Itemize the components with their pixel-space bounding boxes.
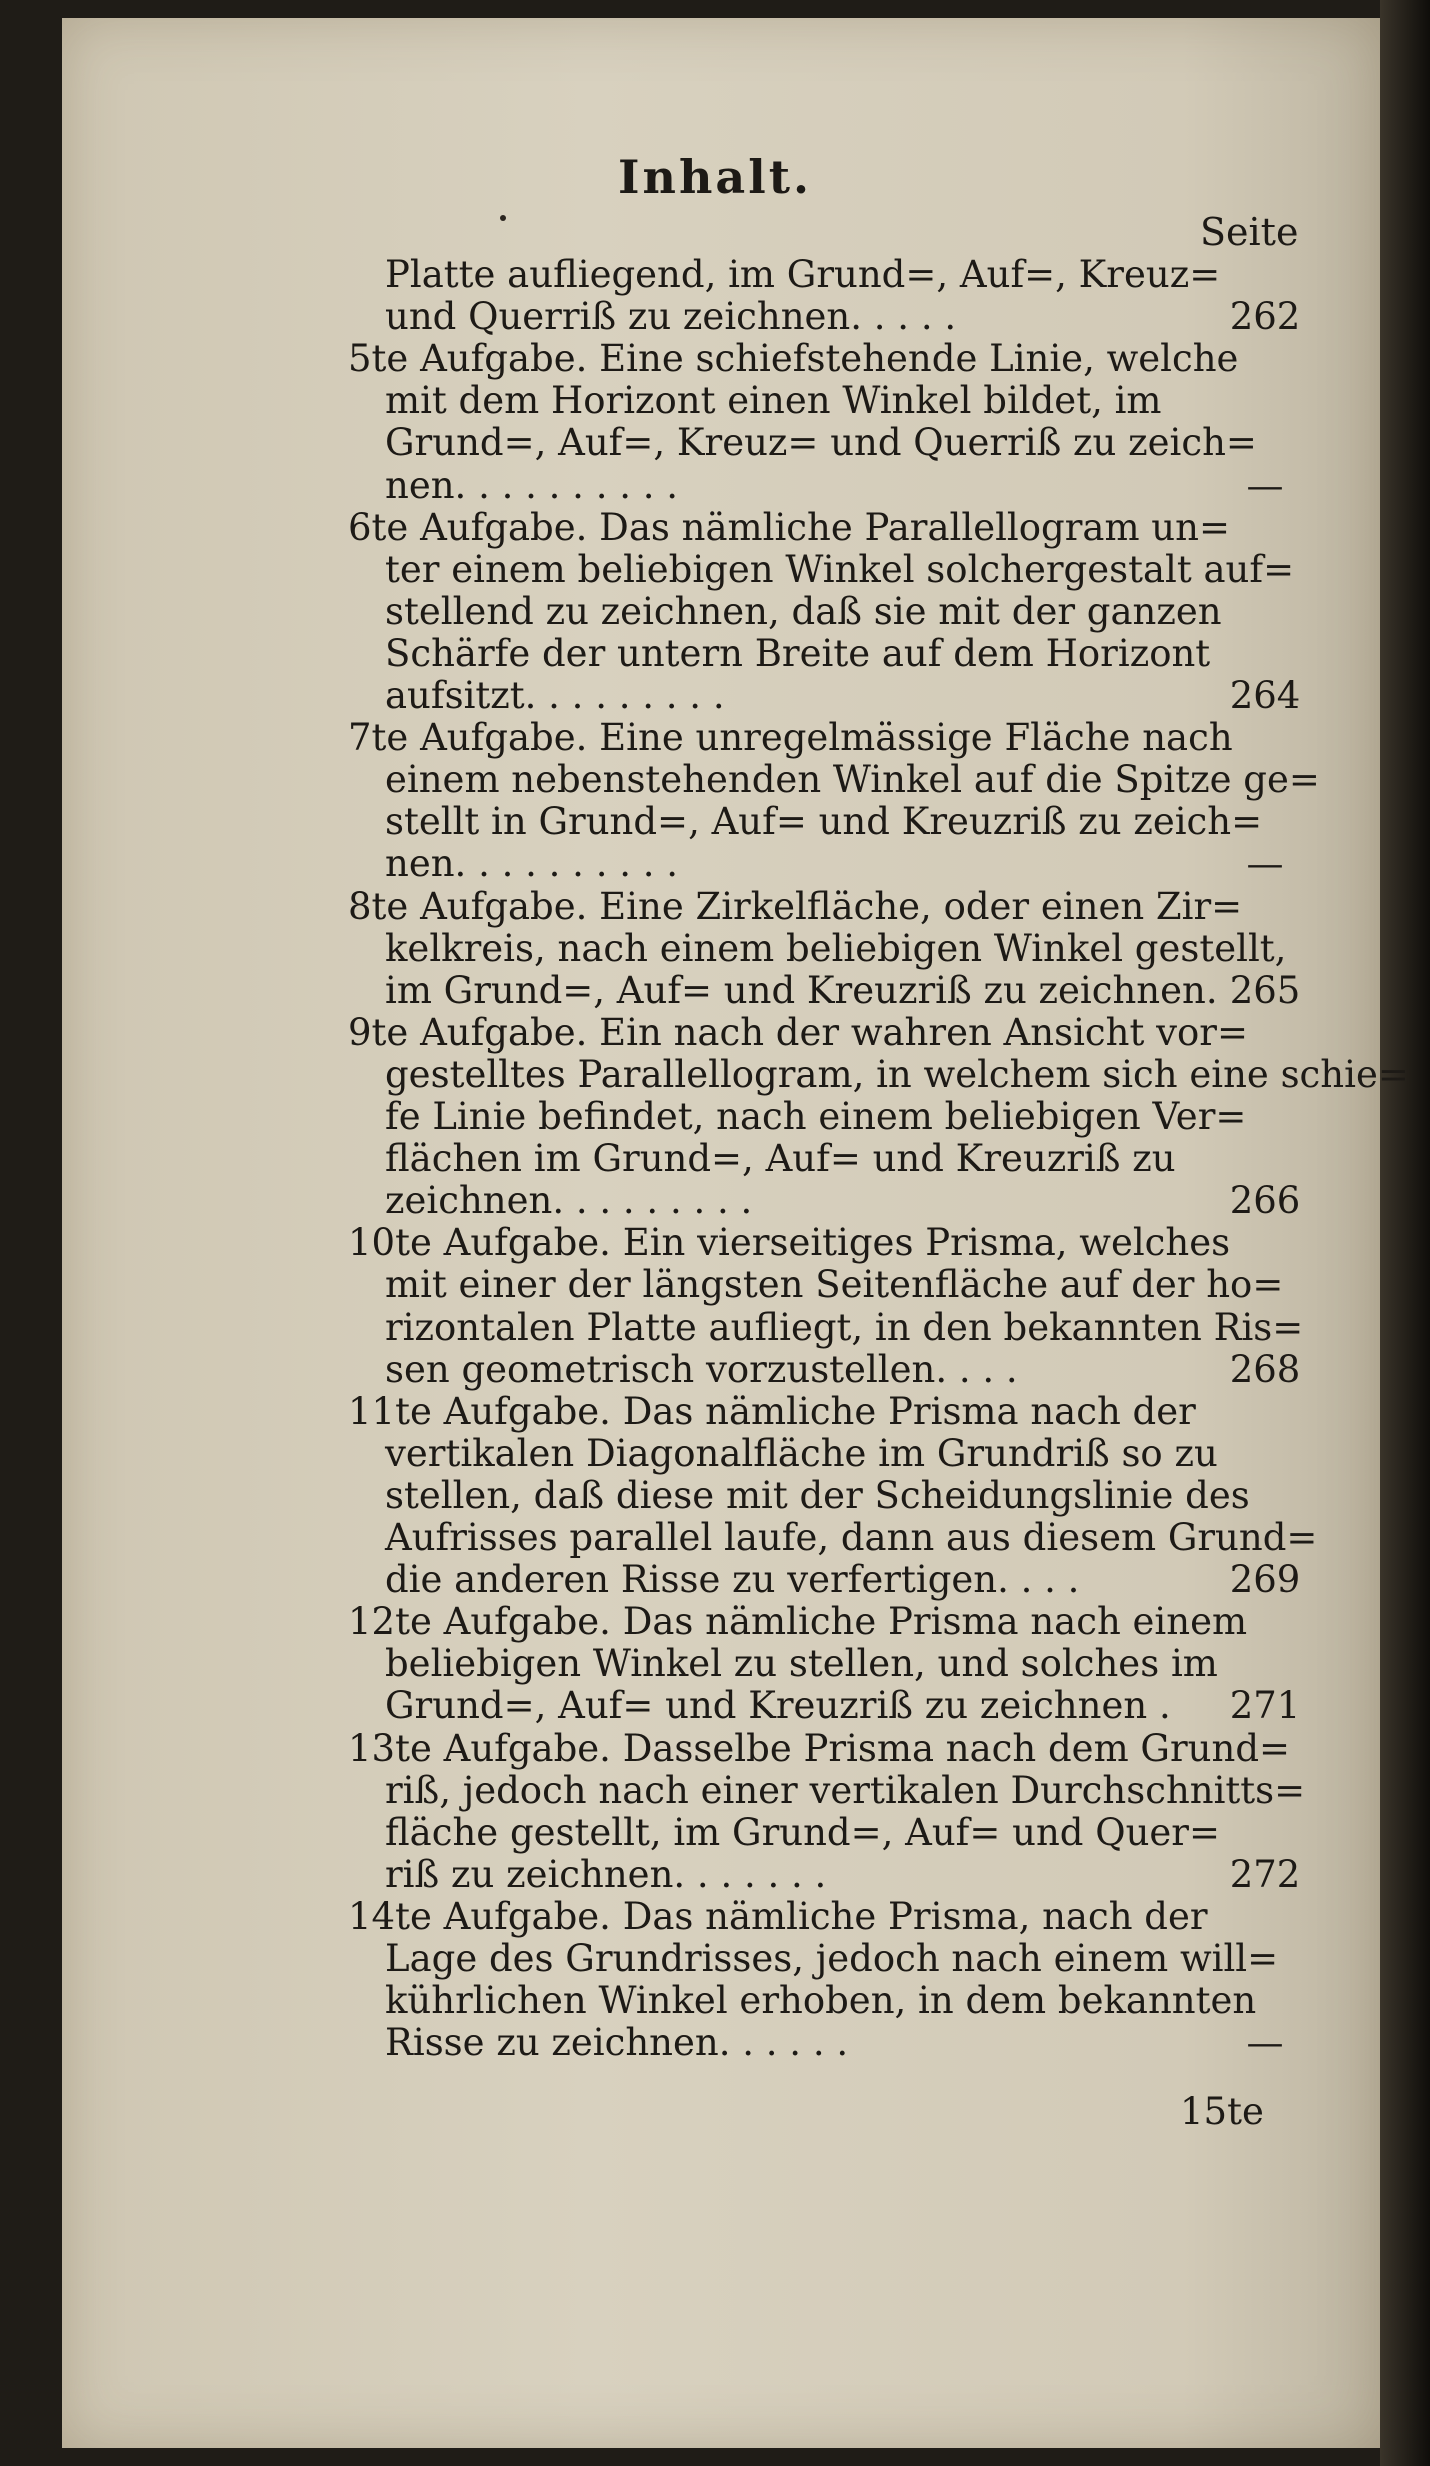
toc-page-number: 268 <box>1229 1348 1301 1391</box>
toc-entry-line: beliebigen Winkel zu stellen, und solches im <box>385 1642 1218 1685</box>
toc-entry-line: zeichnen. . . . . . . . . <box>385 1179 753 1222</box>
toc-entry-line: stellt in Grund=, Auf= und Kreuzriß zu zeich= <box>385 800 1263 843</box>
toc-entry-line: riß zu zeichnen. . . . . . . <box>385 1853 827 1896</box>
toc-page-number: 269 <box>1229 1558 1301 1601</box>
toc-entry-line: mit dem Horizont einen Winkel bildet, im <box>385 379 1162 422</box>
toc-page-number: 265 <box>1229 969 1301 1012</box>
toc-entry-line: Platte aufliegend, im Grund=, Auf=, Kreuz= <box>385 253 1221 296</box>
toc-entry-heading-line: 14te Aufgabe. Das nämliche Prisma, nach der <box>348 1895 1208 1938</box>
toc-entry-line: mit einer der längsten Seitenfläche auf der ho= <box>385 1263 1284 1306</box>
toc-entry-line: Grund=, Auf= und Kreuzriß zu zeichnen . <box>385 1684 1171 1727</box>
toc-entry-line: nen. . . . . . . . . . <box>385 464 679 507</box>
toc-page-number: 271 <box>1229 1684 1301 1727</box>
toc-entry-line: nen. . . . . . . . . . <box>385 842 679 885</box>
toc-entry-heading-line: 12te Aufgabe. Das nämliche Prisma nach einem <box>348 1600 1248 1643</box>
toc-entry-line: riß, jedoch nach einer vertikalen Durchschnitts= <box>385 1769 1306 1812</box>
toc-entry-line: fläche gestellt, im Grund=, Auf= und Quer= <box>385 1811 1220 1854</box>
toc-page-number: 266 <box>1229 1179 1301 1222</box>
toc-page-number: — <box>1246 464 1284 507</box>
toc-entry-line: die anderen Risse zu verfertigen. . . . <box>385 1558 1080 1601</box>
toc-entry-heading-line: 7te Aufgabe. Eine unregelmässige Fläche nach <box>348 716 1233 759</box>
toc-entry-line: im Grund=, Auf= und Kreuzriß zu zeichnen. <box>385 969 1218 1012</box>
seite-column-label: Seite <box>1200 210 1299 254</box>
toc-entry-line: kührlichen Winkel erhoben, in dem bekannten <box>385 1979 1257 2022</box>
page-header: Inhalt. <box>618 150 812 204</box>
toc-entry-line: aufsitzt. . . . . . . . . <box>385 674 725 717</box>
toc-entry-line: Schärfe der untern Breite auf dem Horizont <box>385 632 1211 675</box>
toc-entry-heading-line: 11te Aufgabe. Das nämliche Prisma nach der <box>348 1390 1196 1433</box>
toc-entry-line: gestelltes Parallellogram, in welchem sich eine schie= <box>385 1053 1409 1096</box>
toc-entry-heading-line: 8te Aufgabe. Eine Zirkelfläche, oder einen Zir= <box>348 885 1243 928</box>
toc-page-number: 262 <box>1229 295 1301 338</box>
toc-page-number: 272 <box>1229 1853 1301 1896</box>
toc-page-number: 264 <box>1229 674 1301 717</box>
toc-entry-heading-line: 10te Aufgabe. Ein vierseitiges Prisma, welches <box>348 1221 1231 1264</box>
toc-entry-heading-line: 13te Aufgabe. Dasselbe Prisma nach dem Grund= <box>348 1727 1291 1770</box>
toc-page-number: — <box>1246 2021 1284 2064</box>
toc-entry-line: einem nebenstehenden Winkel auf die Spitze ge= <box>385 758 1320 801</box>
catchword: 15te <box>1180 2090 1264 2133</box>
toc-entry-line: stellend zu zeichnen, daß sie mit der ganzen <box>385 590 1222 633</box>
toc-entry-line: Lage des Grundrisses, jedoch nach einem will= <box>385 1937 1279 1980</box>
toc-page-number: — <box>1246 842 1284 885</box>
toc-entry-heading-line: 9te Aufgabe. Ein nach der wahren Ansicht vor= <box>348 1011 1248 1054</box>
toc-entry-line: Risse zu zeichnen. . . . . . <box>385 2021 849 2064</box>
toc-entry-line: flächen im Grund=, Auf= und Kreuzriß zu <box>385 1137 1176 1180</box>
toc-entry-line: und Querriß zu zeichnen. . . . . <box>385 295 957 338</box>
toc-entry-heading-line: 5te Aufgabe. Eine schiefstehende Linie, welche <box>348 337 1239 380</box>
toc-entry-line: sen geometrisch vorzustellen. . . . <box>385 1348 1018 1391</box>
toc-entry-line: vertikalen Diagonalfläche im Grundriß so zu <box>385 1432 1218 1475</box>
toc-entry-line: kelkreis, nach einem beliebigen Winkel gestellt, <box>385 927 1287 970</box>
toc-entry-heading-line: 6te Aufgabe. Das nämliche Parallellogram un= <box>348 506 1230 549</box>
toc-entry-line: stellen, daß diese mit der Scheidungslinie des <box>385 1474 1250 1517</box>
toc-entry-line: ter einem beliebigen Winkel solchergestalt auf= <box>385 548 1295 591</box>
toc-entry-line: Grund=, Auf=, Kreuz= und Querriß zu zeich= <box>385 421 1257 464</box>
toc-entry-line: rizontalen Platte aufliegt, in den bekannten Ris= <box>385 1306 1304 1349</box>
toc-entry-line: fe Linie befindet, nach einem beliebigen Ver= <box>385 1095 1247 1138</box>
toc-entry-line: Aufrisses parallel laufe, dann aus diesem Grund= <box>385 1516 1318 1559</box>
